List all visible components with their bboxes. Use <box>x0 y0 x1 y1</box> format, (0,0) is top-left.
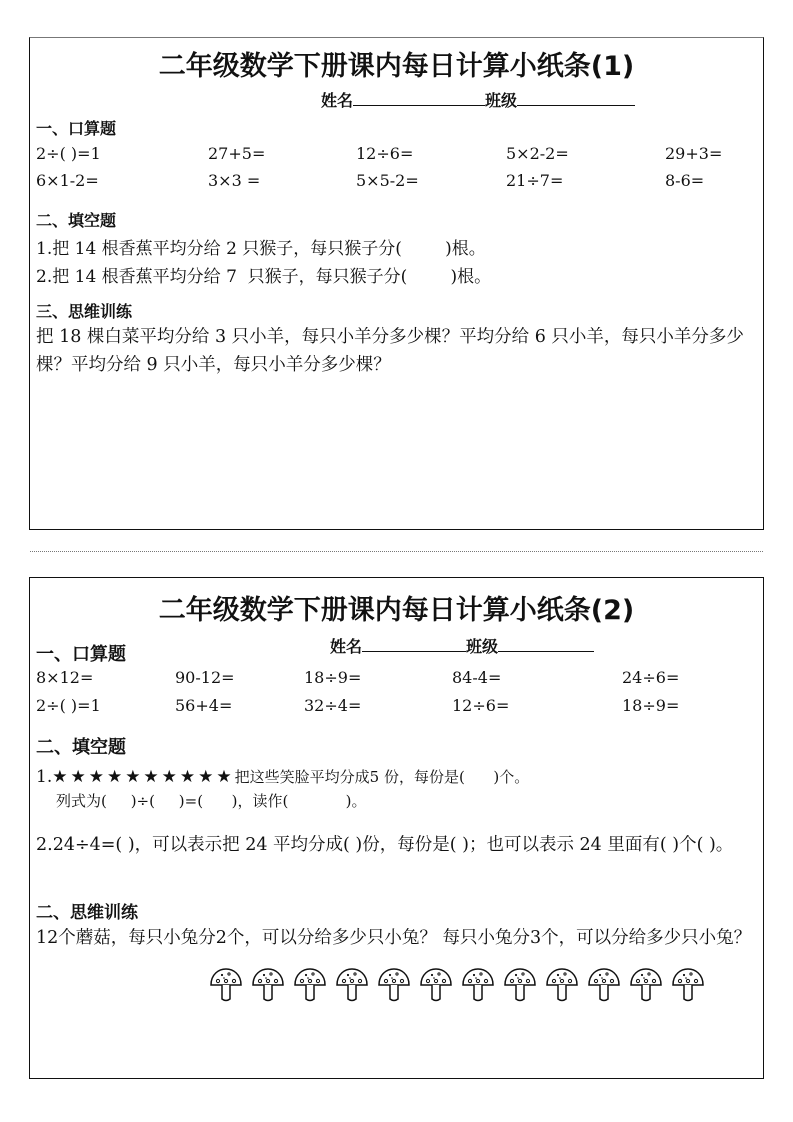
class-label: 班级 <box>485 91 518 110</box>
star-icon-row: ★★★★★★★★★★ <box>52 767 235 787</box>
worksheet-2 <box>29 577 764 1079</box>
problem: 6×1-2= <box>36 171 99 190</box>
section-heading-thinking: 二、思维训练 <box>36 903 138 923</box>
name-label: 姓名 <box>321 91 354 110</box>
name-blank[interactable] <box>362 637 466 652</box>
fill-item-text: 把这些笑脸平均分成5 份，每份是( )个。 <box>234 768 530 786</box>
problem: 18÷9= <box>622 696 680 715</box>
mushroom-icon <box>460 966 496 1004</box>
mushroom-icon <box>208 966 244 1004</box>
mushroom-icon <box>376 966 412 1004</box>
fill-item-2: 2.24÷4=( )，可以表示把 24 平均分成( )份，每份是( )；也可以表示 24 里面有( )个( )。 <box>36 835 734 855</box>
fill-item-1-line2: 列式为( )÷( )=( )，读作( )。 <box>56 792 367 810</box>
oral-row <box>36 668 757 692</box>
cut-line <box>30 551 763 552</box>
oral-row <box>36 171 757 195</box>
problem: 2÷( )=1 <box>36 144 101 163</box>
problem: 12÷6= <box>356 144 414 163</box>
class-blank[interactable] <box>498 637 594 652</box>
fill-item-1 <box>36 766 529 787</box>
problem: 21÷7= <box>506 171 564 190</box>
name-class-bar <box>330 634 594 657</box>
section-heading-oral: 一、口算题 <box>36 644 126 665</box>
section-heading-oral: 一、口算题 <box>36 119 117 138</box>
thinking-problem: 12个蘑菇，每只小兔分2个，可以分给多少只小兔？ 每只小兔分3个，可以分给多少只小兔？ <box>36 928 752 948</box>
name-class-bar <box>321 88 635 111</box>
mushroom-icon <box>628 966 664 1004</box>
class-blank[interactable] <box>517 91 635 106</box>
mushroom-icon <box>292 966 328 1004</box>
problem: 29+3= <box>665 144 723 163</box>
worksheet-title: 二年级数学下册课内每日计算小纸条(2) <box>158 595 635 626</box>
mushroom-icon <box>250 966 286 1004</box>
worksheet-1 <box>29 37 764 530</box>
item-number: 1. <box>36 767 53 787</box>
worksheet-title: 二年级数学下册课内每日计算小纸条(1) <box>158 51 635 82</box>
section-heading-fill: 二、填空题 <box>36 211 117 230</box>
problem: 24÷6= <box>622 668 680 687</box>
problem: 32÷4= <box>304 696 362 715</box>
problem: 18÷9= <box>304 668 362 687</box>
problem: 90-12= <box>175 668 235 687</box>
problem: 12÷6= <box>452 696 510 715</box>
oral-row <box>36 144 757 168</box>
oral-row <box>36 696 757 720</box>
mushroom-icon <box>544 966 580 1004</box>
class-label: 班级 <box>466 637 499 656</box>
problem: 56+4= <box>175 696 233 715</box>
name-label: 姓名 <box>330 637 363 656</box>
mushroom-icon <box>502 966 538 1004</box>
fill-item: 2.把 14 根香蕉平均分给 7 只猴子，每只猴子分( )根。 <box>36 267 492 287</box>
problem: 2÷( )=1 <box>36 696 101 715</box>
section-heading-fill: 二、填空题 <box>36 737 126 758</box>
problem: 5×2-2= <box>506 144 569 163</box>
fill-item: 1.把 14 根香蕉平均分给 2 只猴子，每只猴子分( )根。 <box>36 239 486 259</box>
problem: 3×3 = <box>208 171 261 190</box>
mushroom-icon <box>334 966 370 1004</box>
section-heading-thinking: 三、思维训练 <box>36 302 133 321</box>
problem: 8×12= <box>36 668 94 687</box>
problem: 8-6= <box>665 171 705 190</box>
mushroom-icon <box>418 966 454 1004</box>
mushroom-row <box>208 966 706 1004</box>
mushroom-icon <box>586 966 622 1004</box>
problem: 5×5-2= <box>356 171 419 190</box>
name-blank[interactable] <box>353 91 485 106</box>
problem: 84-4= <box>452 668 502 687</box>
mushroom-icon <box>670 966 706 1004</box>
problem: 27+5= <box>208 144 266 163</box>
thinking-problem: 把 18 棵白菜平均分给 3 只小羊，每只小羊分多少棵？平均分给 6 只小羊，每只小羊分多少棵？平均分给 9 只小羊，每只小羊分多少棵？ <box>36 327 744 375</box>
